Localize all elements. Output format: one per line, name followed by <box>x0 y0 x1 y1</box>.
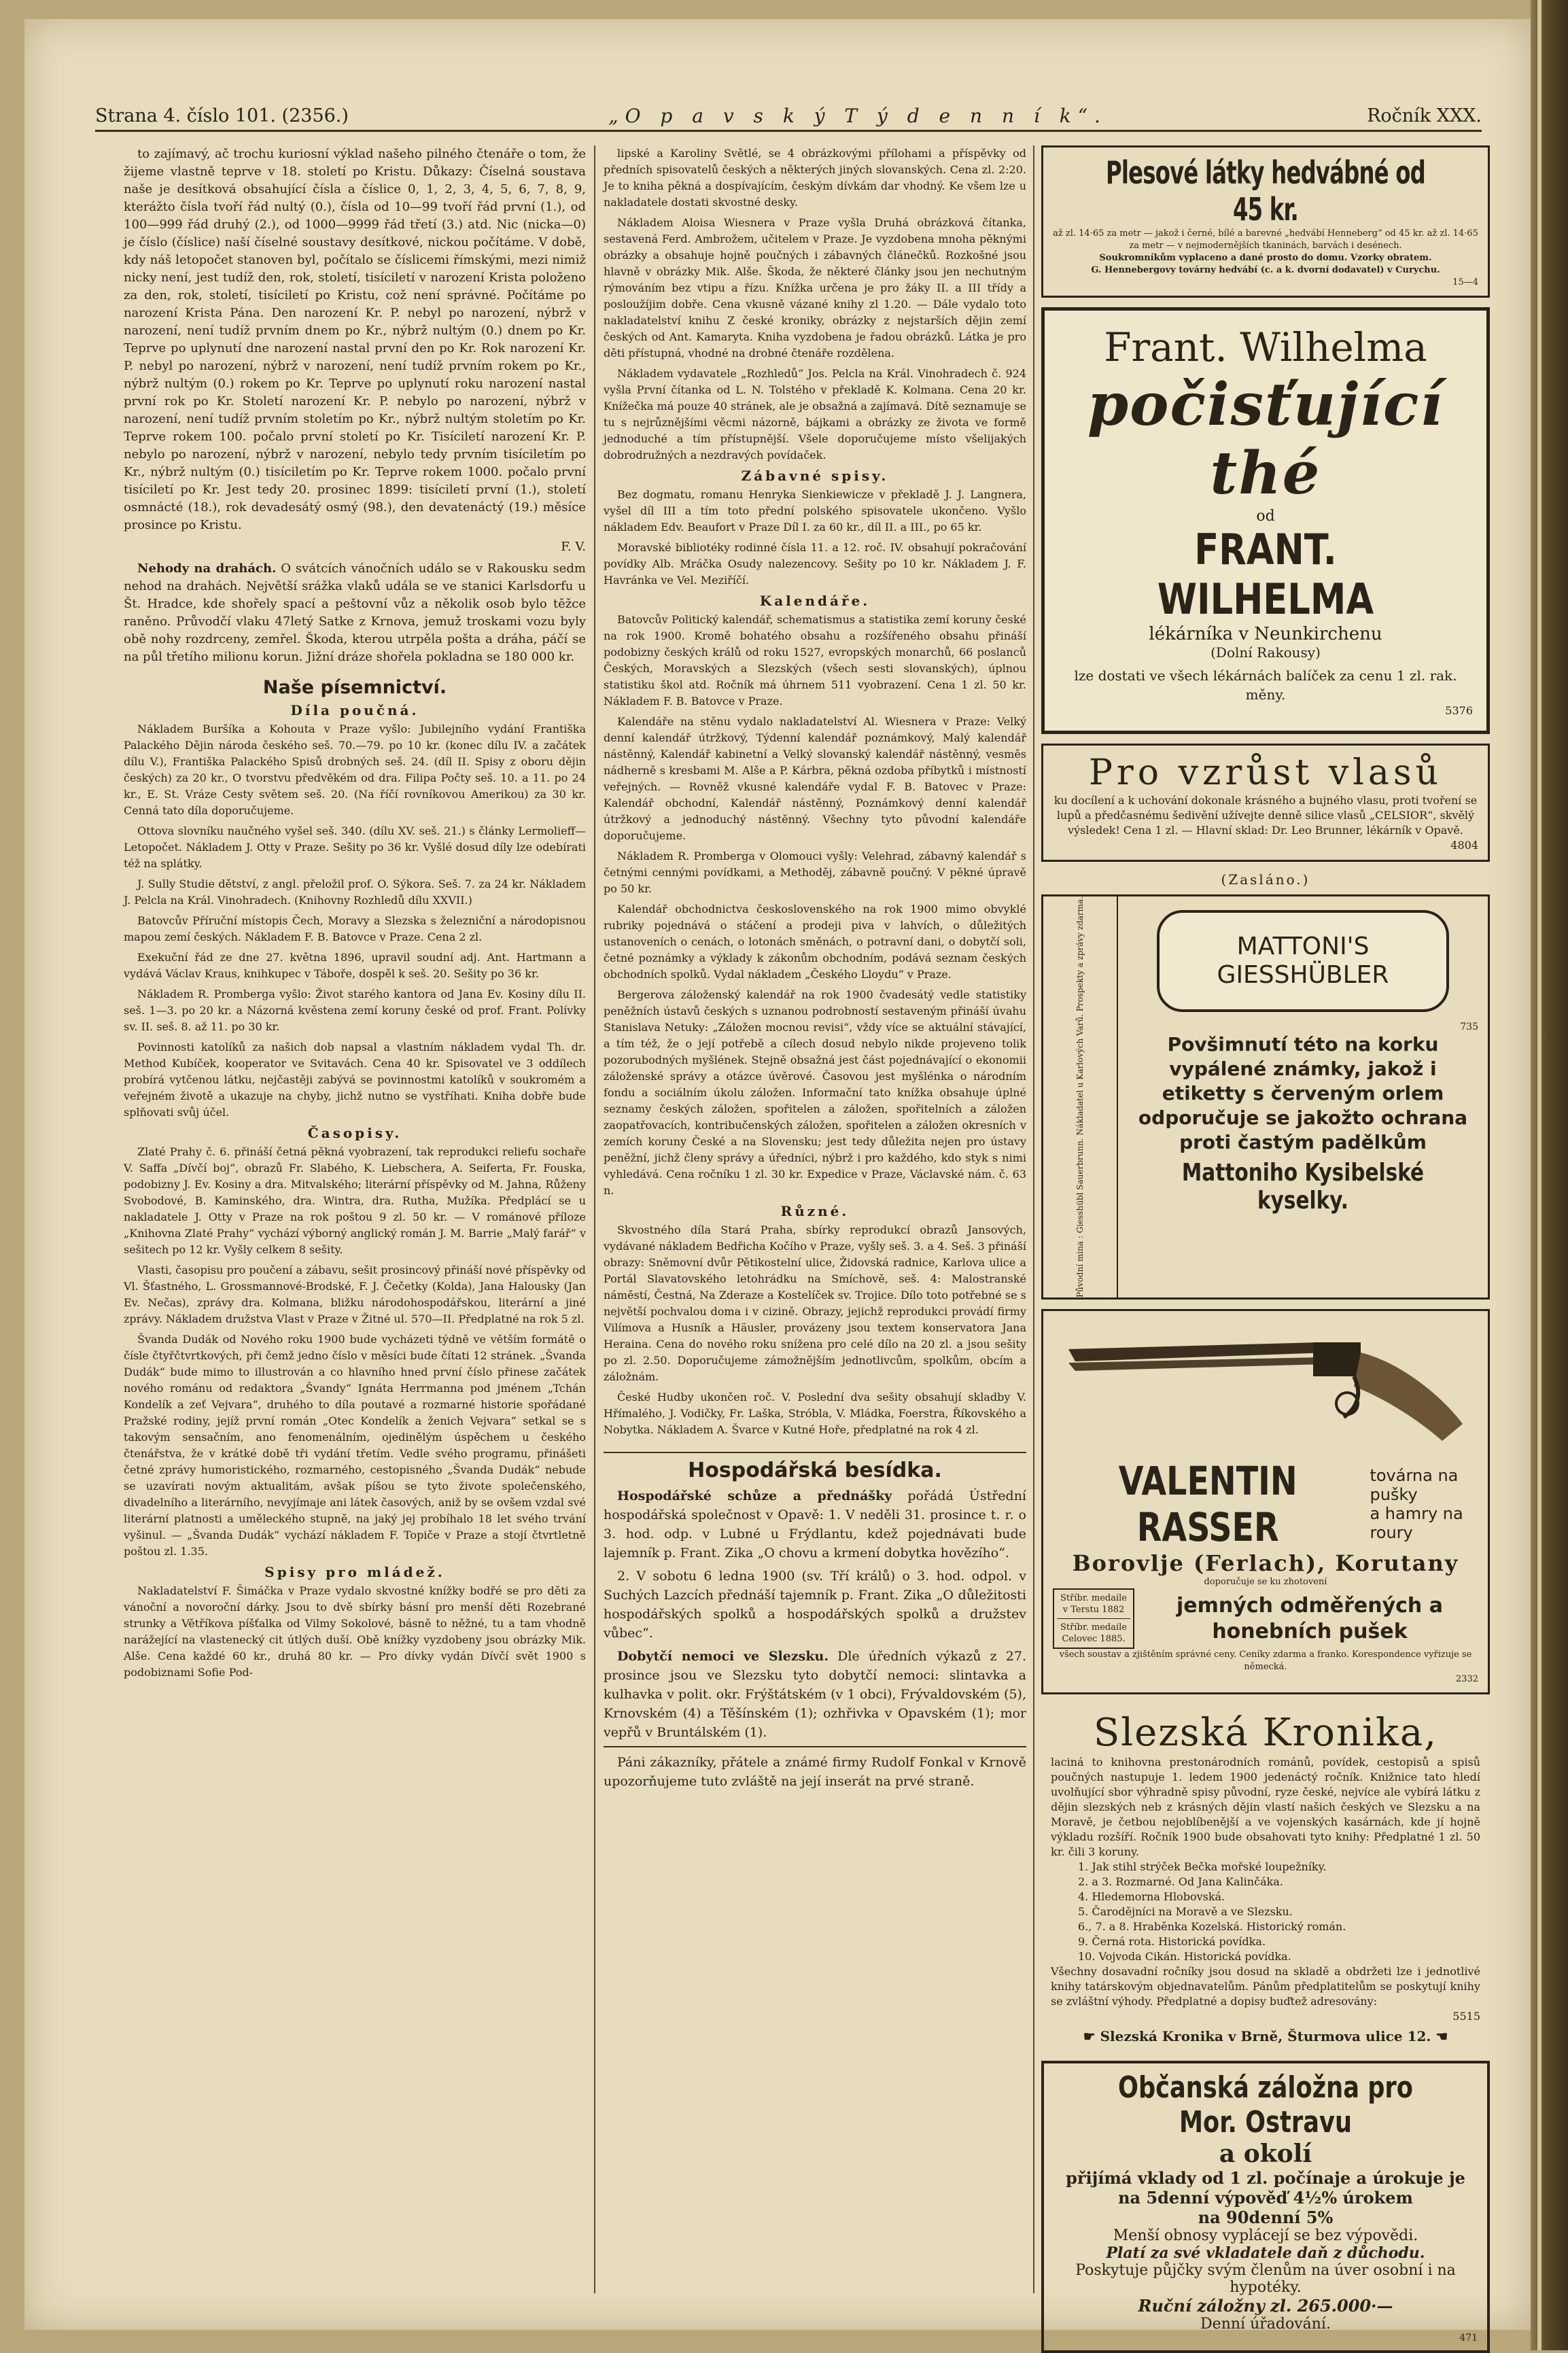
ad-kronika-text: laciná to knihovna prestonárodních románů, povídek, cestopisů a spisů poučných nastupuje 1. ledem 1900 jedenáctý ročník. Knižnice tato hledí uvolňující sbor výhradně spisy původní, ryze české, nejvíce ale vybírá látku z dějin slezských neb z krásných dějin vlastí našich českých ve Slezsku a na Moravě, je četbou nejoblíbenější a ve vojenských kasárnách, kde jí hojně výkladu rozšíří. Ročník 1900 bude obsahovati tyto knihy: Předplatné 1 zl. 50 kr. čili 3 koruny. <box>1051 1756 1480 1859</box>
ad-rasser-name: VALENTIN RASSER <box>1118 1458 1297 1551</box>
column-rule <box>1033 145 1034 2293</box>
list-item: 6., 7. a 8. Hraběnka Kozelská. Historický román. <box>1078 1920 1346 1934</box>
notice: Nákladem Buršíka a Kohouta v Praze vyšlo: Jubilejního vydání Františka Palackého Dějin národa českého seš. 70.—79. po 10 kr. (konec dílu IV. a začátek dílu V.), Františka Palackého Spisů drobných seš. 24. (díl II. Spisy z oboru dějin českých) za 20 kr., O tvorstvu předvěkém od dra. Filipa Počty seš. 10. a 11. po 24 kr., E. St. Vráze Cesty světem seš. 20. (Na říčí rovníkovou Amerikou) za 30 kr. Cenná tato díla doporučujeme. <box>124 722 586 817</box>
list-item: 1. Jak stihl strýček Bečka mořské loupežníky. <box>1078 1860 1327 1874</box>
column-2 <box>604 145 1026 2307</box>
notice: Nákladem R. Promberga vyšlo: Život starého kantora od Jana Ev. Kosiny dílu II. seš. 1—3. po 20 kr. a Názorná kvěstena zemí koruny české od prof. Frant. Polívky sv. II. seš. 8. až 11. po 30 kr. <box>124 988 586 1033</box>
ad-rasser-main: jemných odměřených a honebních pušek <box>1177 1593 1443 1643</box>
ad-kronika-tail: Všechny dosavadní ročníky jsou dosud na skladě a obdržeti lze i jednotlivé knihy tatárskovým objednavatelům. Pánům předplatitelům se poskytují knihy se zvláštní výhody. Předplatné a dopisy buďtež adresovány: <box>1051 1965 1480 2008</box>
article-nehody-body: O svátcích vánočních událo se v Rakousku sedm nehod na drahách. Největší srážka vlaků udála se ve stanici Karlsdorfu u Št. Hradce, kde shořely spací a peštovní vůz a několik osob bylo těžce raněno. Průvodčí vlaku 47letý Satke z Krnova, jemuž troskami vozu byly obě nohy rozdrceny, zemřel. Škoda, kterou utrpěla pošta a dráha, páčí se na půl třetího milionu korun. Jižní dráze shořela pokladna se 180 000 kr. <box>124 561 586 664</box>
notice: Exekuční řád ze dne 27. května 1896, upravil soudní adj. Ant. Hartmann a vydává Václav Kraus, knihkupec v Táboře, dospěl k seš. 20. Sešity po 36 kr. <box>124 951 586 980</box>
zaslano-label: (Zasláno.) <box>1221 871 1310 888</box>
notice: Páni zákazníky, přátele a známé firmy Rudolf Fonkal v Krnově upozorňujeme tuto zvláště na její inserát na prvé straně. <box>604 1746 1026 1791</box>
ad-zalozna-line: přijímá vklady od 1 zl. počínaje a úrokuje je <box>1066 2168 1465 2189</box>
ad-wilhelma-name: FRANT. WILHELMA <box>1157 525 1374 624</box>
article-letopocet: to zajímavý, ač trochu kuriosní výklad našeho pilného čtenáře o tom, že žijeme vlastně teprve v 18. století po Kristu. Důkazy: Číselná soustava naše je desítková obsahující čísla a číslice 0, 1, 2, 3, 4, 5, 6, 7, 8, 9, kterážto čísla tvoří řád nultý (0.), čísla od 10—99 tvoří řád první (1.), od 100—999 řád druhý (2.), od 1000—9999 řád třetí (3.) atd. Nic (nicka—0) je číslo (číslice) naší číselné soustavy desítkové, nickou počítáme. V době, kdy náš letopočet stanoven byl, počítalo se číslicemi římskými, mezi nimiž nicky není, jest tudíž den, rok, století, tisíciletí v narození Krista položeno za den, rok, století, tisíciletí po Kristu, což není správné. Počítáme po narození Krista Pána. Den narození Kr. P. nebyl po narození, nýbrž v narození, není tudíž prvním dnem po Kr., nýbrž nultým (0.) dnem po Kr. Teprve po uplynutí dne narození nastal první den po Kr. Rok narození Kr. P. nebyl po narození, nýbrž v narození, není tudíž prvním rokem po Kr., nýbrž nultým (0.) rokem po Kr. Teprve po uplynutí roku narození nastal první rok po Kr. Století narození Kr. P. nebylo po narození, nýbrž v narození, není tudíž prvním stoletím po Kr., nýbrž nultým stoletím po Kr. Teprve rokem 100. počalo první století po Kr. Tisíciletí narození Kr. P. nebylo po narození, nýbrž v narození, nebylo tedy prvním tisíciletím po Kr., nýbrž nultým (0.) tisíciletím po Kr. Teprve rokem 1000. počalo první tisíciletí po Kr. Jest tedy 20. prosinec 1899: tisíciletí první (1.), století osmnácté (18.), rok devadesátý osmý (98.), den devatenáctý (19.) měsíce prosince po Kristu. <box>124 147 586 532</box>
ad-silk-text: Soukromníkům vyplaceno a dané prosto do domu. Vzorky obratem. <box>1099 253 1432 263</box>
notice-body: Dle úředních výkazů z 27. prosince jsou ve Slezsku tyto dobytčí nemoci: slintavka a kulhavka v polit. okr. Frýštátském (v 1 obci), Frývaldovském (5), Krnovském (4) a Těšínském (1); ozhřivka v Opavském (1); mor vepřů v Bruntálském (1). <box>604 1649 1026 1740</box>
header-volume: Ročník XXX. <box>1367 105 1482 126</box>
ad-vlasu-text: ku docílení a k uchování dokonale krásného a bujného vlasu, proti tvoření se lupů a předčasnému šedivění užívejte denně silice vlasů „CELSIOR“, skvělý výsledek! Cena 1 zl. — Hlavní sklad: Dr. Leo Brunner, lékárník v Opavě. <box>1053 794 1478 837</box>
notice: Moravské bibliotéky rodinné čísla 11. a 12. roč. IV. obsahují pokračování povídky Alb. Mráčka Osudy nalezencovy. Sešity po 10 kr. Nákladem J. F. Havránka ve Vel. Meziříčí. <box>604 541 1026 587</box>
list-item: 4. Hledemorna Hlobovská. <box>1078 1890 1225 1904</box>
notice: Kalendáře na stěnu vydalo nakladatelství Al. Wiesnera v Praze: Velký denní kalendář útržkový, Týdenní kalendář poznámkový, Malý kalendář nástěnný, Kalendář kabinetní a Velký slovanský kalendář nástěnný, vesměs nádherně s kresbami M. Alše a P. Kárbra, pěkná ozdoba příbytků i místností veřejných. — Rovněž vkusné kalendáře vydal F. B. Batovec v Praze: Kalendář obchodní, Kalendář nástěnný, Poznámkový denní kalendář útržkový a jednoduchý nástěnný. Všechny tyto původní kalendáře doporučujeme. <box>604 715 1026 842</box>
notice: Švanda Dudák od Nového roku 1900 bude vycházeti týdně ve větším formátě o čísle čtyřčtvrtkových, při čemž jedno číslo v měsíci bude čítati 12 stránek. „Švanda Dudák“ bude mimo to illustrován a co hlavního hned první číslo přinese začátek nového románu od redaktora „Švandy“ Ignáta Herrmanna pod jménem „Tchán Kondelík a zeť Vejvara“, druhého to díla poutavé a rozmarné historie spořádané Pražské rodiny, jejíž první román „Otec Kondelík a ženich Vejvara“ setkal se s takovým sensačním, ano fenomenálním, ojedinělým úspěchem u českého čtenářstva, že v krátké době tři vydání třetím. Vedle svého programu, přinášeti četné zprávy humoristického, rozmarného, cestopisného „Švanda Dudák“ nebude se uzavírati novým aktualitám, avšak píšou se tyto živote společenského, divadelního a literárního, nevyjímaje ani látek časových, aniž by se ovšem vzdal své literární platnosti a uměleckého stupně, na jaký jej probíhalo 18 let svého trvání vyšinul. — „Švanda Dudák“ vychází nákladem F. Topiče v Praze a stojí čtvrtletně poštou zl. 1.35. <box>124 1333 586 1558</box>
ad-wilhelma-place: (Dolní Rakousy) <box>1210 644 1321 661</box>
ad-mattoni-brand: Mattoniho Kysibelské kyselky. <box>1181 1159 1425 1215</box>
ad-zalozna-line: na 5denní výpověď 4½% úrokem <box>1118 2188 1413 2208</box>
notice: Batovcův Příruční místopis Čech, Moravy a Slezska s železniční a národopisnou mapou zemí českých. Nákladem F. B. Batovce v Praze. Cena 2 zl. <box>124 914 586 943</box>
column-1 <box>124 145 586 2307</box>
ad-wilhelma-od: od <box>1256 508 1275 525</box>
ad-zalozna-line: Platí za své vkladatele daň z důchodu. <box>1106 2244 1425 2263</box>
mattoni-bottle-text: MATTONI'S <box>1236 933 1370 960</box>
medal-text: Stříbr. medaile v Terstu 1882 <box>1060 1593 1127 1616</box>
ad-wilhelma-text: lze dostati ve všech lékárnách balíček za cenu 1 zl. rak. měny. <box>1074 667 1457 703</box>
ad-rasser <box>1041 1309 1490 1694</box>
ad-zalozna-sub: a okolí <box>1219 2140 1312 2169</box>
ad-zalozna-line: Poskytuje půjčky svým členům na úver osobní i na hypotéky. <box>1075 2262 1456 2297</box>
notice: Povinnosti katolíků za našich dob napsal a vlastním nákladem vydal Th. dr. Method Kubíček, kooperator ve Svitavách. Cena 40 kr. Spisovatel ve 3 oddílech probírá vytčenou látku, nejčastěji zabývá se povinnostmi katolíků v soukromém a veřejném životě a ukazuje na chyby, jichž nutno se vystříhati. Kniha dobře bude splňovati svůj účel. <box>124 1041 586 1119</box>
ad-kronika <box>1041 1704 1490 2051</box>
ad-zalozna-line: Ruční záložny zl. 265.000·— <box>1138 2296 1393 2316</box>
ad-zalozna <box>1041 2061 1490 2353</box>
subsection-title: Kalendáře. <box>759 593 871 609</box>
pointing-hand-icon: ☚ <box>1435 2028 1448 2045</box>
header-masthead: „O p a v s k ý T ý d e n n í k“. <box>608 105 1107 127</box>
ad-code: 15—4 <box>1452 277 1478 287</box>
notice: České Hudby ukončen roč. V. Poslední dva sešity obsahují skladby V. Hřímalého, J. Vodičky, Fr. Laška, Stróbla, V. Mládka, Foerstra, Říkovského a Nobytka. Nákladem A. Švarce v Kutné Hoře, předplatné na rok 4 zl. <box>604 1391 1026 1436</box>
ad-zalozna-line: Denní úřadování. <box>1200 2316 1331 2333</box>
ad-kronika-list <box>1051 1860 1480 1964</box>
medal-text: Stříbr. medaile Celovec 1885. <box>1057 1618 1130 1645</box>
ad-zalozna-line: na 90denní 5% <box>1198 2208 1334 2228</box>
ad-mattoni-side <box>1043 896 1118 1297</box>
ad-zalozna-line: Menší obnosy vyplácejí se bez výpovědi. <box>1113 2227 1418 2245</box>
ad-mattoni-body <box>1118 896 1488 1297</box>
notice: Nákladem R. Promberga v Olomouci vyšly: Velehrad, zábavný kalendář s četnými cennými povídkami, a Methoděj, zábavně poučný. V pěkné úpravě po 50 kr. <box>604 850 1026 895</box>
ad-mattoni-side-text: Původní mina : Giesshübl Sauerbrunn. Nákladatel u Karlových Varů. Prospekty a zprávy zdarma. <box>1075 896 1085 1298</box>
article-nehody <box>124 560 586 666</box>
column-rule <box>594 145 595 2293</box>
ad-wilhelma-role: lékárníka v Neunkirchenu <box>1149 624 1382 644</box>
notice: Nakladatelství F. Šimáčka v Praze vydalo skvostné knížky bodřé se pro děti za vánoční a novoroční dárky. Jsou to dvě sbírky básní pro menší děti Rozebrané strunky a Větříkova píšťalka od Vilmy Sokolové, básně to něžné, tu a tam vhodně narážející na vlastenecký cit útlých duší. Obě knížky vyzdobeny jsou obrázky Mik. Alše. Cena každé 60 kr., druhá 80 kr. — Pro dívky vydán Dívčí svět 1900 s podobiznami Sofie Pod- <box>124 1584 586 1679</box>
ad-rasser-tag: a hamry na roury <box>1370 1504 1463 1543</box>
notice: Bergerova záloženský kalendář na rok 1900 čvadesátý vedle statistiky peněžních ústavů českých s uznanou podrobností sestaveným přináší úvahu Stanislava Netuky: „Záložen mocnou revisi“, vždy více se aktuální stávající, a tím též, že o její potřebě a cílech dosud nebylo nikde projeveno tolik pozorubodných myšlének. Stejně obsažná jest část pojednávající o ekonomii záloženské správy a otázce úvěrové. Časovou jest myšlénka o národním fondu a sociálním úkolu záložen. Informační tato knížka obsahuje úplné seznamy českých záložen, spořitelen a záložen, spořitelních a záložen zaopatřovacích, kontribučenských záložen, spořitelen a záložen okresních v zemích koruny České a na Slovensku; jest tedy důležita nejen pro ústavy peněžní, jichž členy správy a úředníci, nýbrž i pro každého, kdo styk s nimi vyhledává. Cena ročníku 1 zl. 30 kr. Expedice v Praze, Václavské nám. č. 63 n. <box>604 988 1026 1197</box>
ad-code: 2332 <box>1455 1674 1478 1685</box>
notice: Ottova slovníku naučného vyšel seš. 340. (dílu XV. seš. 21.) s články Lermolieff—Letopočet. Nákladem J. Otty v Praze. Sešity po 36 kr. Vyšlé dosud díly lze odebírati též na splátky. <box>124 824 586 870</box>
list-item: 5. Čarodějníci na Moravě a ve Slezsku. <box>1078 1905 1293 1919</box>
notice <box>604 1647 1026 1742</box>
ad-kronika-title: Slezská Kronika, <box>1093 1711 1438 1756</box>
notice-lead: Dobytčí nemoci ve Slezsku. <box>617 1649 829 1664</box>
ad-kronika-address: Slezská Kronika v Brně, Šturmova ulice 12. <box>1100 2028 1431 2045</box>
notice <box>604 1486 1026 1563</box>
ad-vlasu <box>1041 744 1490 862</box>
notice: Vlasti, časopisu pro poučení a zábavu, sešit prosincový přináší nové příspěvky od Vl. Šťastného, L. Grossmannové-Brodské, F. J. Čečetky (Kolda), Jana Halousky (Jan Ev. Nečas), zprávy dra. Kolmana, bližku národohospodářskou, literární a jiné zprávy. Nákladem družstva Vlast v Praze v Žitné ul. 570—II. Předplatné na rok 5 zl. <box>124 1263 586 1325</box>
ad-wilhelma <box>1041 307 1490 734</box>
notice: Kalendář obchodnictva československého na rok 1900 mimo obvyklé rubriky pojednává o stáčení a prodeji piva v lahvích, o důležitých ustanoveních o cenách, o lotonách směnách, o potravní dani, o dobytčí soli, četné poznámky a výklady k zákonům obchodním, podává seznam českých obchodních spolků. Vydal nákladem „Českého Lloydu“ v Praze. <box>604 903 1026 981</box>
mattoni-bottle-text: GIESSHÜBLER <box>1217 961 1389 989</box>
ad-rasser-fine: všech soustav a zjištěním správné ceny. Ceníky zdarma a franko. Korespondence vyřizuje se německá. <box>1059 1650 1472 1673</box>
notice: Batovcův Politický kalendář, schematismus a statistika zemí koruny české na rok 1900. Kromě bohatého obsahu a rozšířeného obsahu přináší podobizny českých králů od roku 1527, evropských monarchů, 66 poslanců Českých, Moravských a Slezských (všech sesti slovanských), úplnou statistiku škol atd. Ročník má úhrnem 511 vyobrazení. Cena 1 zl. 50 kr. Nákladem F. B. Batovce v Praze. <box>604 613 1026 708</box>
notice-body: pořádá Ústřední hospodářská společnost v Opavě: 1. V neděli 31. prosince t. r. o 3. hod. odp. v Lubné u Frýdlantu, kdež pojednávati bude lajemník p. Frant. Zika „O chovu a krmení dobytka hovězího“. <box>604 1488 1027 1561</box>
subsection-title: Díla poučná. <box>290 702 419 718</box>
subsection-title: Časopisy. <box>307 1125 402 1141</box>
ad-zalozna-title: Občanská záložna pro Mor. Ostravu <box>1118 2070 1413 2140</box>
notice: J. Sully Studie dětství, z angl. přeložil prof. O. Sýkora. Seš. 7. za 24 kr. Nákladem J. Pelcla na Král. Vinohradech. (Knihovny Rozhledů dílu XXVII.) <box>124 877 586 907</box>
subsection-title: Zábavné spisy. <box>741 468 889 484</box>
article-signature: F. V. <box>561 540 586 554</box>
section-title: Naše písemnictví. <box>262 677 447 698</box>
page-edge-highlight <box>1537 0 1541 2350</box>
ad-rasser-tag: továrna na pušky <box>1370 1466 1459 1505</box>
ad-rasser-sub: doporučuje se ku zhotovení <box>1204 1577 1327 1588</box>
ad-silk <box>1041 145 1490 298</box>
list-item: 9. Černá rota. Historická povídka. <box>1078 1935 1266 1949</box>
mattoni-cork-icon <box>1157 910 1449 1012</box>
notice: Bez dogmatu, romanu Henryka Sienkiewicze v překladě J. J. Langnera, vyšel díl III a tím toto přední polského spisovatele ukončeno. Vyšlo nákladem Edv. Beaufort v Praze Díl I. za 60 kr., díl II. a III., po 65 kr. <box>604 488 1026 534</box>
page-header <box>95 102 1482 132</box>
subsection-title: Různé. <box>780 1203 850 1219</box>
page-edge <box>1531 0 1568 2350</box>
notice: Nákladem Aloisa Wiesnera v Praze vyšla Druhá obrázková čítanka, sestavená Ferd. Ambrožem, učitelem v Praze. Je vyzdobena mnoha pěknými obrázky a obsahuje hojně poučných i zábavných článečků. Rozkošné jsou hlavně v obrázky Mik. Alše. Škoda, že některé články jsou jen nechutným rýmováním bez vtipu a řízu. Knížka určena je pro žáky II. a III třídy a posloužíjim dobře. Cena vkusně vázané knihy zl 1.20. — Dále vydalo toto nakladatelství knihu Z české kroniky, obrázky z nejstarších dějin zemí českých od Ant. Kamaryta. Kniha vyzdobena je řadou obrázků. Látka je pro děti přístupná, vhodné na drobné čtenáře rozdělena. <box>604 216 1026 360</box>
subsection-title: Spisy pro mládež. <box>264 1564 445 1580</box>
ad-vlasu-title: Pro vzrůst vlasů <box>1088 752 1443 793</box>
list-item: 2. a 3. Rozmarné. Od Jana Kalinčáka. <box>1078 1875 1283 1889</box>
pointing-hand-icon: ☛ <box>1083 2028 1096 2045</box>
section-title: Hospodářská besídka. <box>604 1452 1026 1482</box>
column-3-ads <box>1041 145 1490 2344</box>
ad-rasser-medals <box>1053 1588 1134 1649</box>
ad-wilhelma-product: počisťující thé <box>1087 370 1444 508</box>
notice: Skvostného díla Stará Praha, sbírky reprodukcí obrazů Jansových, vydávané nákladem Bedřicha Kočího v Praze, vyšly seš. 3. a 4. Seš. 3 přináší obrazy: Sněmovní dvůr Pětikostelní ulice, Židovská radnice, Karlova ulice a Portál Slavatovského letohrádku na Smíchově, seš. 4: Malostranské náměstí, Čestná, Na Zderaze a Kostelíček sv. Trojice. Dílo toto potřebné se s největší pochvalou doma i v cizině. Obrazy, jejichž reprodukci provádí firmy Vilímova a Husník a Häusler, provázeny jsou textem konservatora Jana Herainа. Cena do nového roku snížena pro celé dílo na 20 zl. a jsou sešity po zl. 2.50. Doporučujeme zámožnějším jednotlivcům, spolkům, obcím a záložnám. <box>604 1223 1026 1383</box>
ad-code: 5515 <box>1452 2010 1480 2023</box>
ad-mattoni-text: Povšimnutí této na korku vypálené známky, jakož i etiketty s červeným orlem odporučuje se jakožto ochrana proti častým padělkům <box>1138 1033 1468 1153</box>
ad-silk-text: až zl. 14·65 za metr — jakož i černé, bílé a barevné „hedvábí Henneberg“ od 45 kr. až zl. 14·65 za metr — v nejmodernějších tkaninách, barvách i desénech. <box>1053 228 1478 251</box>
header-page-number: Strana 4. číslo 101. (2356.) <box>95 105 349 126</box>
ad-code: 4804 <box>1450 839 1478 852</box>
ad-silk-title: Plesové látky hedvábné od 45 kr. <box>1106 154 1425 228</box>
shotgun-icon <box>1062 1322 1469 1451</box>
article-nehody-title: Nehody na drahách. <box>137 561 277 576</box>
notice-lead: Hospodářské schůze a přednášky <box>617 1488 892 1503</box>
ad-wilhelma-top: Frant. Wilhelma <box>1104 324 1427 370</box>
list-item: 10. Vojvoda Cikán. Historická povídka. <box>1078 1950 1291 1964</box>
notice: 2. V sobotu 6 ledna 1900 (sv. Tří králů) o 3. hod. odpol. v Suchých Lazcích přednáší tajemník p. Frant. Zika „O důležitosti hospodářských spolků a hospodářských spolků a družstev vůbec“. <box>604 1569 1026 1641</box>
ad-code: 5376 <box>1445 704 1473 717</box>
ad-rasser-place: Borovlje (Ferlach), Korutany <box>1072 1550 1459 1577</box>
notice: lipské a Karoliny Světlé, se 4 obrázkovými přílohami a příspěvky od předních spisovatelů českých a některých jiných slovanských. Cena zl. 2:20. Je to kniha pěkná a dospívajícím, českým dívkám dar vhodný. Ke všem lze u nakladatele dostati skvostné desky. <box>604 147 1026 209</box>
ad-code: 471 <box>1459 2333 1478 2344</box>
ad-silk-text: G. Hennebergovy továrny hedvábí (c. a k. dvorní dodavatel) v Curychu. <box>1091 265 1440 275</box>
notice: Nákladem vydavatele „Rozhledů“ Jos. Pelcla na Král. Vinohradech č. 924 vyšla První čítanka od L. N. Tolstého v překladě K. Kolmana. Cena 20 kr. Knížečka má pouze 40 stránek, ale je obsažná a zajímavá. Dítě seznamuje se tu s nejrůznějšími věcmi názorně, bájkami a obrázky ze života ve formě jednoduché a tím přístupnější. Všele doporučujeme místo všelijakých dobrodružných a nezdravých povídaček. <box>604 367 1026 461</box>
ad-mattoni <box>1041 894 1490 1300</box>
ad-code: 735 <box>1460 1022 1478 1032</box>
notice: Zlaté Prahy č. 6. přináší četná pěkná vyobrazení, tak reprodukci reliefu sochaře V. Saffa „Dívčí boj“, obrazů Fr. Slabého, K. Liebschera, A. Seiferta, Fr. Fouska, podobizny J. Ev. Kosiny a dra. Mitvalského; literární příspěvky od M. Jahna, Růženy Svobodové, B. Kaminského, dra. Wintra, dra. Rutha, Mužíka. Předplácí se u nakladatele J. Otty v Praze na rok poštou 9 zl. 50 kr. — V románové příloze „Knihovna Zlaté Prahy“ vychází výborný anglický román J. M. Barrie „Malý farář“ v sešitech po 12 kr. Vyšly celkem 8 sešity. <box>124 1145 586 1256</box>
